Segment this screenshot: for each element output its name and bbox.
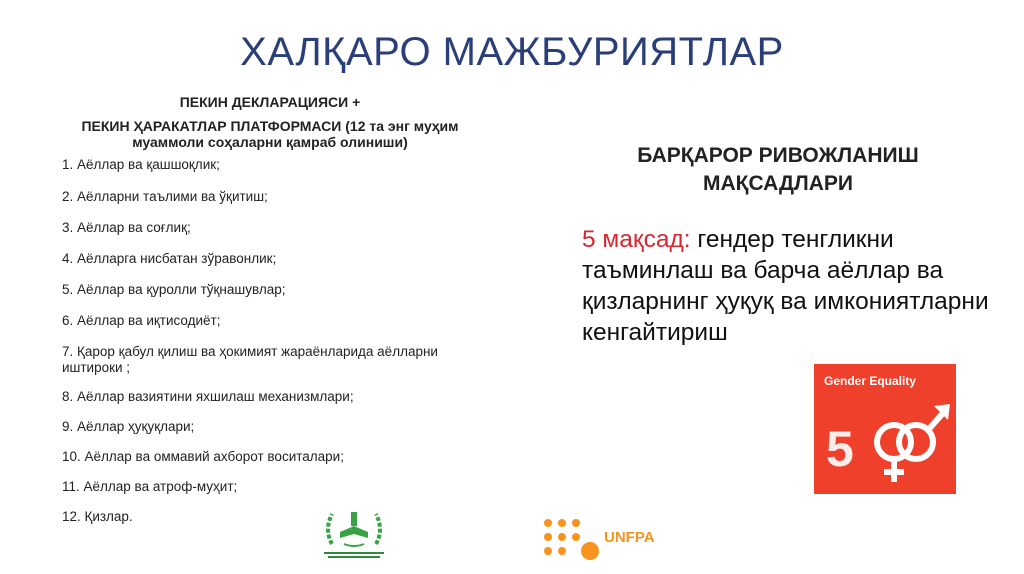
unfpa-people-dots-icon: [540, 515, 600, 565]
sdg-number: 5: [826, 421, 854, 477]
sdg-heading: [610, 142, 946, 198]
sdg-heading-line1: БАРҚАРОР РИВОЖЛАНИШ: [637, 144, 919, 167]
list-item: 9. Аёллар ҳуқуқлари;: [62, 419, 195, 434]
list-item: 1. Аёллар ва қашшоқлик;: [62, 157, 220, 172]
organization-logo: [318, 500, 390, 566]
list-item: 3. Аёллар ва соғлиқ;: [62, 220, 191, 235]
beijing-platform-heading-line1: ПЕКИН ҲАРАКАТЛАР ПЛАТФОРМАСИ (12 та энг муҳим: [81, 118, 459, 134]
critical-areas-list: [62, 157, 522, 525]
sdg-heading-line2: МАҚСАДЛАРИ: [702, 172, 854, 195]
list-item: 7. Қарор қабул қилиш ва ҳокимият жараёнларида аёлларни иштироки ;: [62, 344, 438, 375]
goal-5-label: 5 мақсад:: [582, 226, 691, 253]
list-item: 4. Аёлларга нисбатан зўравонлик;: [62, 251, 277, 266]
gender-equality-icon: [864, 394, 954, 489]
slide-title: ХАЛҚАРО МАЖБУРИЯТЛАР: [240, 30, 784, 74]
list-item: 11. Аёллар ва атроф-муҳит;: [62, 479, 238, 494]
list-item: 8. Аёллар вазиятини яхшилаш механизмлари;: [62, 389, 354, 404]
unfpa-logo: [540, 515, 655, 565]
unfpa-wordmark: UNFPA: [604, 529, 655, 546]
goal-5-text: гендер тенгликни таъминлаш ва барча аёллар ва қизларнинг ҳуқуқ ва имкониятларни кенгайтириш: [582, 226, 989, 346]
beijing-platform-heading: [30, 118, 510, 150]
list-item: 6. Аёллар ва иқтисодиёт;: [62, 313, 221, 328]
list-item: 12. Қизлар.: [62, 509, 133, 524]
list-item: 2. Аёлларни таълими ва ўқитиш;: [62, 189, 268, 204]
logo-caption-decoration: [318, 550, 390, 560]
wreath-book-emblem-icon: [318, 500, 390, 550]
goal-5-statement: [582, 224, 1002, 348]
list-item: 10. Аёллар ва оммавий ахборот воситалари;: [62, 449, 344, 464]
sdg-5-tile: [814, 364, 956, 494]
beijing-declaration-heading: ПЕКИН ДЕКЛАРАЦИЯСИ +: [179, 94, 361, 110]
list-item: 5. Аёллар ва қуролли тўқнашувлар;: [62, 282, 286, 297]
sdg-label: Gender Equality: [824, 374, 917, 388]
beijing-platform-heading-line2: муаммоли соҳаларни қамраб олиниши): [132, 134, 408, 150]
